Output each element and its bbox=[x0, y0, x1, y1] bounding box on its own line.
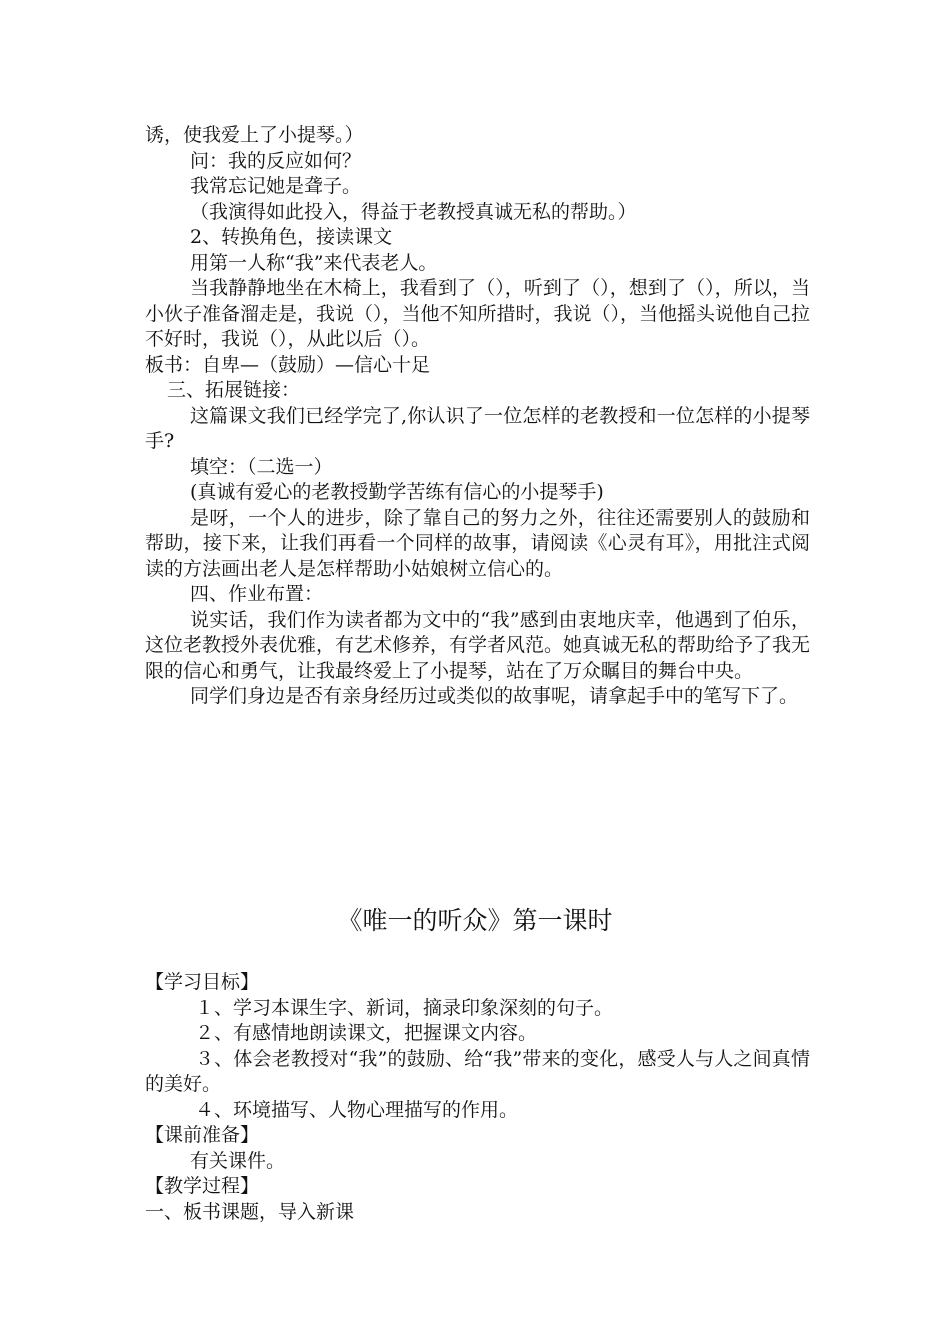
objective-item: １、学习本课生字、新词，摘录印象深刻的句子。 bbox=[195, 996, 614, 1019]
blackboard-note: 板书：自卑—（鼓励）—信心十足 bbox=[145, 353, 431, 376]
paragraph: 用第一人称“我”来代表老人。 bbox=[190, 251, 438, 274]
paragraph: 问：我的反应如何？ bbox=[190, 149, 362, 172]
objective-item: ４、环境描写、人物心理描写的作用。 bbox=[195, 1098, 519, 1121]
section-heading: 三、拓展链接： bbox=[167, 379, 301, 401]
paragraph: 填空：（二选一） bbox=[190, 455, 333, 478]
paragraph: 一、板书课题，导入新课 bbox=[145, 1200, 355, 1223]
paragraph: 有关课件。 bbox=[190, 1149, 286, 1172]
paragraph: 当我静静地坐在木椅上，我看到了（），听到了（），想到了（），所以，当小伙子准备溜走是，我说（），当他不知所措时，我说（），当他摇头说他自己拉不好时，我说（），从此以后（）。 bbox=[145, 277, 811, 350]
lesson-continuation bbox=[145, 123, 810, 710]
paragraph: 我常忘记她是聋子。 bbox=[190, 175, 362, 197]
section-heading: 【教学过程】 bbox=[145, 1175, 260, 1197]
paragraph: 2、转换角色，接读课文 bbox=[190, 226, 393, 248]
paragraph: 诱，使我爱上了小提琴。） bbox=[145, 124, 364, 146]
paragraph: (真诚有爱心的老教授勤学苦练有信心的小提琴手) bbox=[190, 481, 604, 503]
paragraph: 说实话，我们作为读者都为文中的“我”感到由衷地庆幸，他遇到了伯乐，这位老教授外表优雅，有艺术修养，有学者风范。她真诚无私的帮助给予了我无限的信心和勇气，让我最终爱上了小提琴，站在了万众瞩目的舞台中央。 bbox=[145, 608, 811, 682]
paragraph: 是呀，一个人的进步，除了靠自己的努力之外，往往还需要别人的鼓励和帮助，接下来，让我们再看一个同样的故事，请阅读《心灵有耳》，用批注式阅读的方法画出老人是怎样帮助小姑娘树立信心的。 bbox=[145, 506, 810, 580]
objective-item: ３、体会老教授对“我”的鼓励、给“我”带来的变化，感受人与人之间真情的美好。 bbox=[145, 1047, 810, 1095]
section-heading: 【学习目标】 bbox=[145, 971, 260, 993]
paragraph: 同学们身边是否有亲身经历过或类似的故事呢，请拿起手中的笔写下了。 bbox=[190, 685, 799, 707]
lesson-title: 《唯一的听众》第一课时 bbox=[337, 906, 613, 935]
section-heading: 【课前准备】 bbox=[145, 1124, 260, 1146]
paragraph: （我演得如此投入，得益于老教授真诚无私的帮助。） bbox=[190, 200, 637, 223]
paragraph: 这篇课文我们已经学完了,你认识了一位怎样的老教授和一位怎样的小提琴手? bbox=[145, 404, 810, 452]
objective-item: ２、有感情地朗读课文，把握课文内容。 bbox=[195, 1022, 538, 1044]
section-heading: 四、作业布置： bbox=[190, 583, 324, 605]
lesson-plan bbox=[145, 970, 810, 1225]
